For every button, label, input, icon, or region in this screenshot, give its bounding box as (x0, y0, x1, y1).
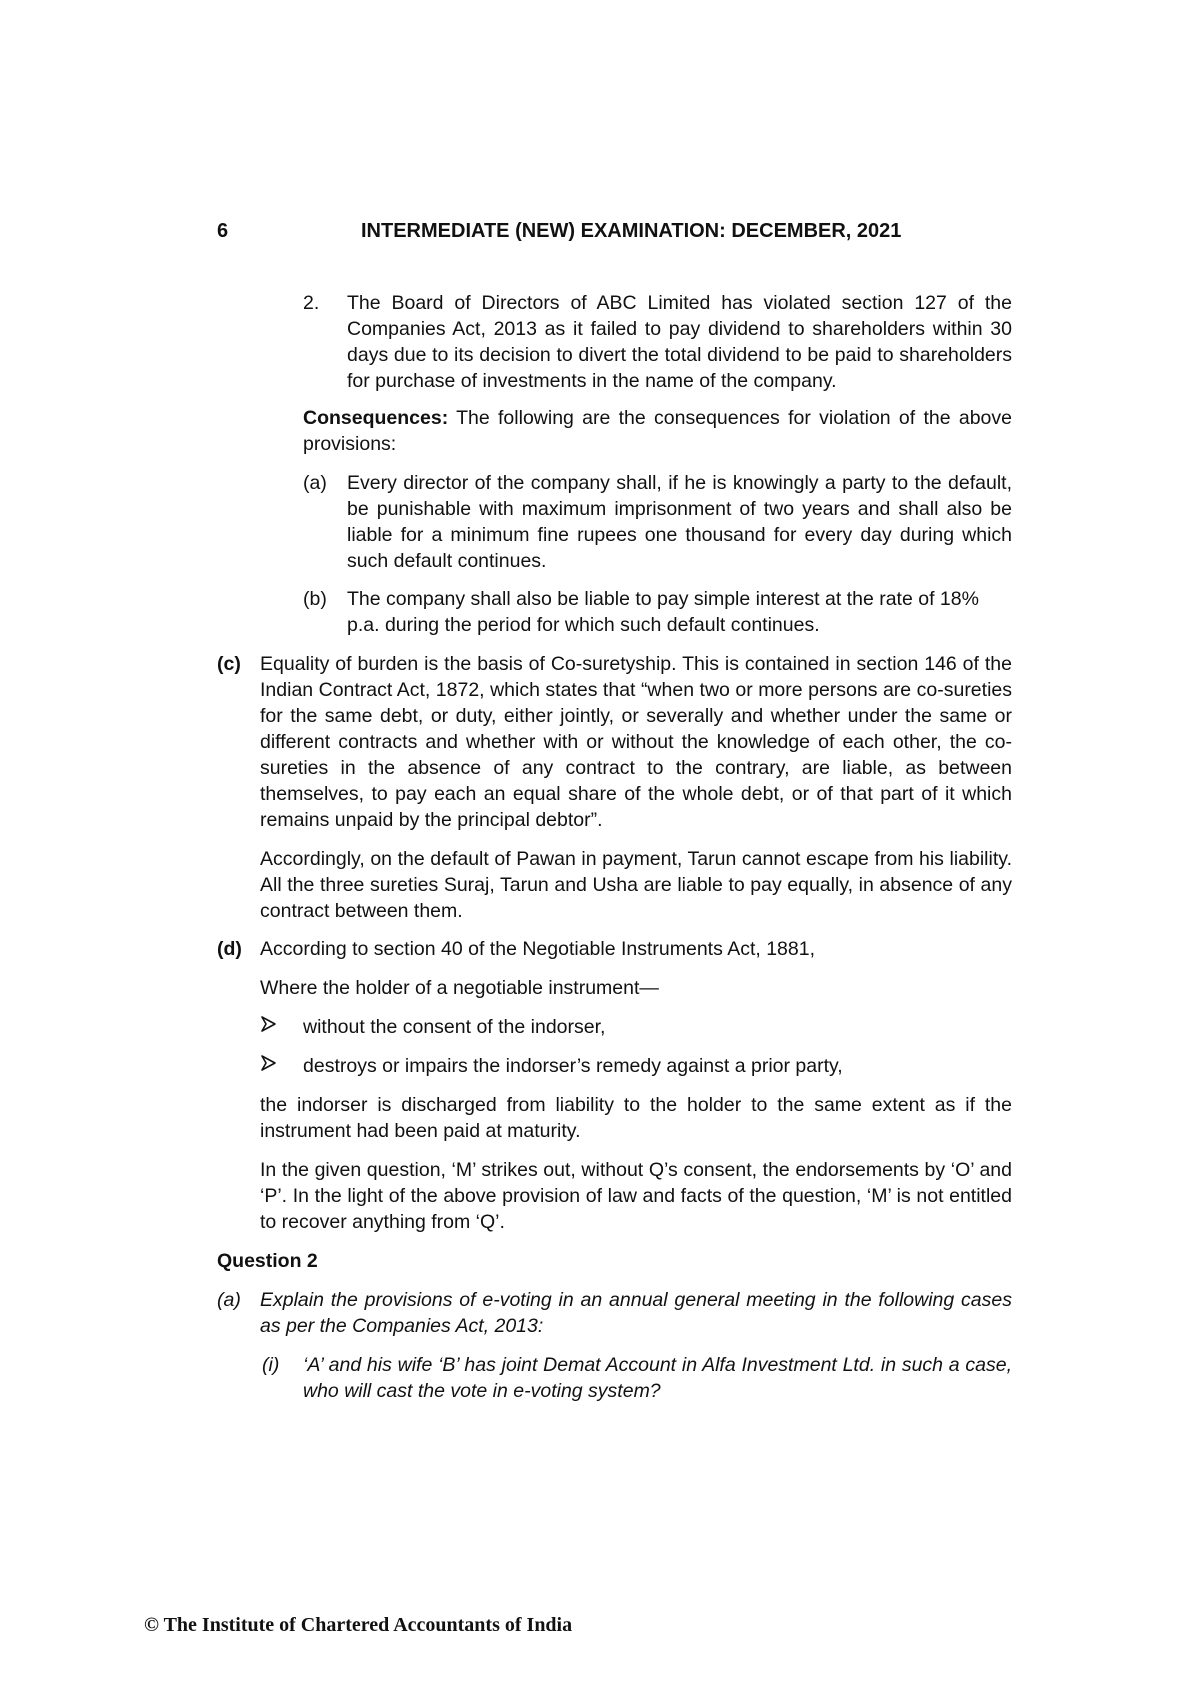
question-2a-marker: (a) (217, 1289, 241, 1311)
page-header-title: INTERMEDIATE (NEW) EXAMINATION: DECEMBER, 2021 (361, 220, 902, 242)
consequence-b-text: The company shall also be liable to pay simple interest at the rate of 18% p.a. during the period for which such default continues. (347, 588, 979, 636)
part-d-marker: (d) (217, 938, 242, 960)
bullet-item-2: destroys or impairs the indorser’s remedy against a prior party, (303, 1055, 843, 1077)
part-d-intro: According to section 40 of the Negotiable Instruments Act, 1881, (260, 938, 815, 960)
question-2a-text: Explain the provisions of e-voting in an annual general meeting in the following cases as per the Companies Act, 2013: (260, 1289, 1012, 1337)
list-number: 2. (303, 292, 320, 314)
consequences-text: The following are the consequences for violation of the above provisions: (303, 407, 1012, 455)
part-d-lead: Where the holder of a negotiable instrument— (260, 977, 659, 999)
question-2-heading: Question 2 (217, 1250, 318, 1272)
page-number: 6 (217, 220, 229, 242)
arrow-bullet-icon (260, 1053, 280, 1080)
list-marker: (a) (303, 472, 327, 494)
consequences-label: Consequences: (303, 407, 449, 429)
part-d-paragraph-1: the indorser is discharged from liability to the holder to the same extent as if the instrument had been paid at maturity. (260, 1094, 1012, 1142)
question-2a-i-marker: (i) (262, 1354, 280, 1376)
question-2a-i-text: ‘A’ and his wife ‘B’ has joint Demat Account in Alfa Investment Ltd. in such a case, who will cast the vote in e-voting system? (303, 1354, 1012, 1402)
part-c-paragraph-2: Accordingly, on the default of Pawan in payment, Tarun cannot escape from his liability. All the three sureties Suraj, Tarun and Usha are liable to pay equally, in absence of any contract between them. (260, 848, 1012, 922)
item-2-text: The Board of Directors of ABC Limited has violated section 127 of the Companies Act, 2013 as it failed to pay dividend to shareholders within 30 days due to its decision to divert the total dividend to be paid to shareholders for purchase of investments in the name of the company. (347, 292, 1012, 392)
arrow-bullet-icon (260, 1014, 280, 1041)
bullet-item-1: without the consent of the indorser, (303, 1016, 606, 1038)
consequences-paragraph (303, 405, 1012, 457)
consequence-a-text: Every director of the company shall, if he is knowingly a party to the default, be punishable with maximum imprisonment of two years and shall also be liable for a minimum fine rupees one thousand for every day during which such default continues. (347, 472, 1012, 572)
part-d-paragraph-2: In the given question, ‘M’ strikes out, without Q’s consent, the endorsements by ‘O’ and ‘P’. In the light of the above provision of law and facts of the question, ‘M’ is not entitled to recover anything from ‘Q’. (260, 1159, 1012, 1233)
footer-copyright: © The Institute of Chartered Accountants of India (144, 1614, 573, 1636)
list-marker: (b) (303, 588, 327, 610)
part-c-paragraph-1: Equality of burden is the basis of Co-suretyship. This is contained in section 146 of the Indian Contract Act, 1872, which states that “when two or more persons are co-sureties for the same debt, or duty, either jointly, or severally and whether under the same or different contracts and whether with or without the knowledge of each other, the co-sureties in the absence of any contract to the contrary, are liable, as between themselves, to pay each an equal share of the whole debt, or of that part of it which remains unpaid by the principal debtor”. (260, 653, 1012, 831)
part-c-marker: (c) (217, 653, 241, 675)
